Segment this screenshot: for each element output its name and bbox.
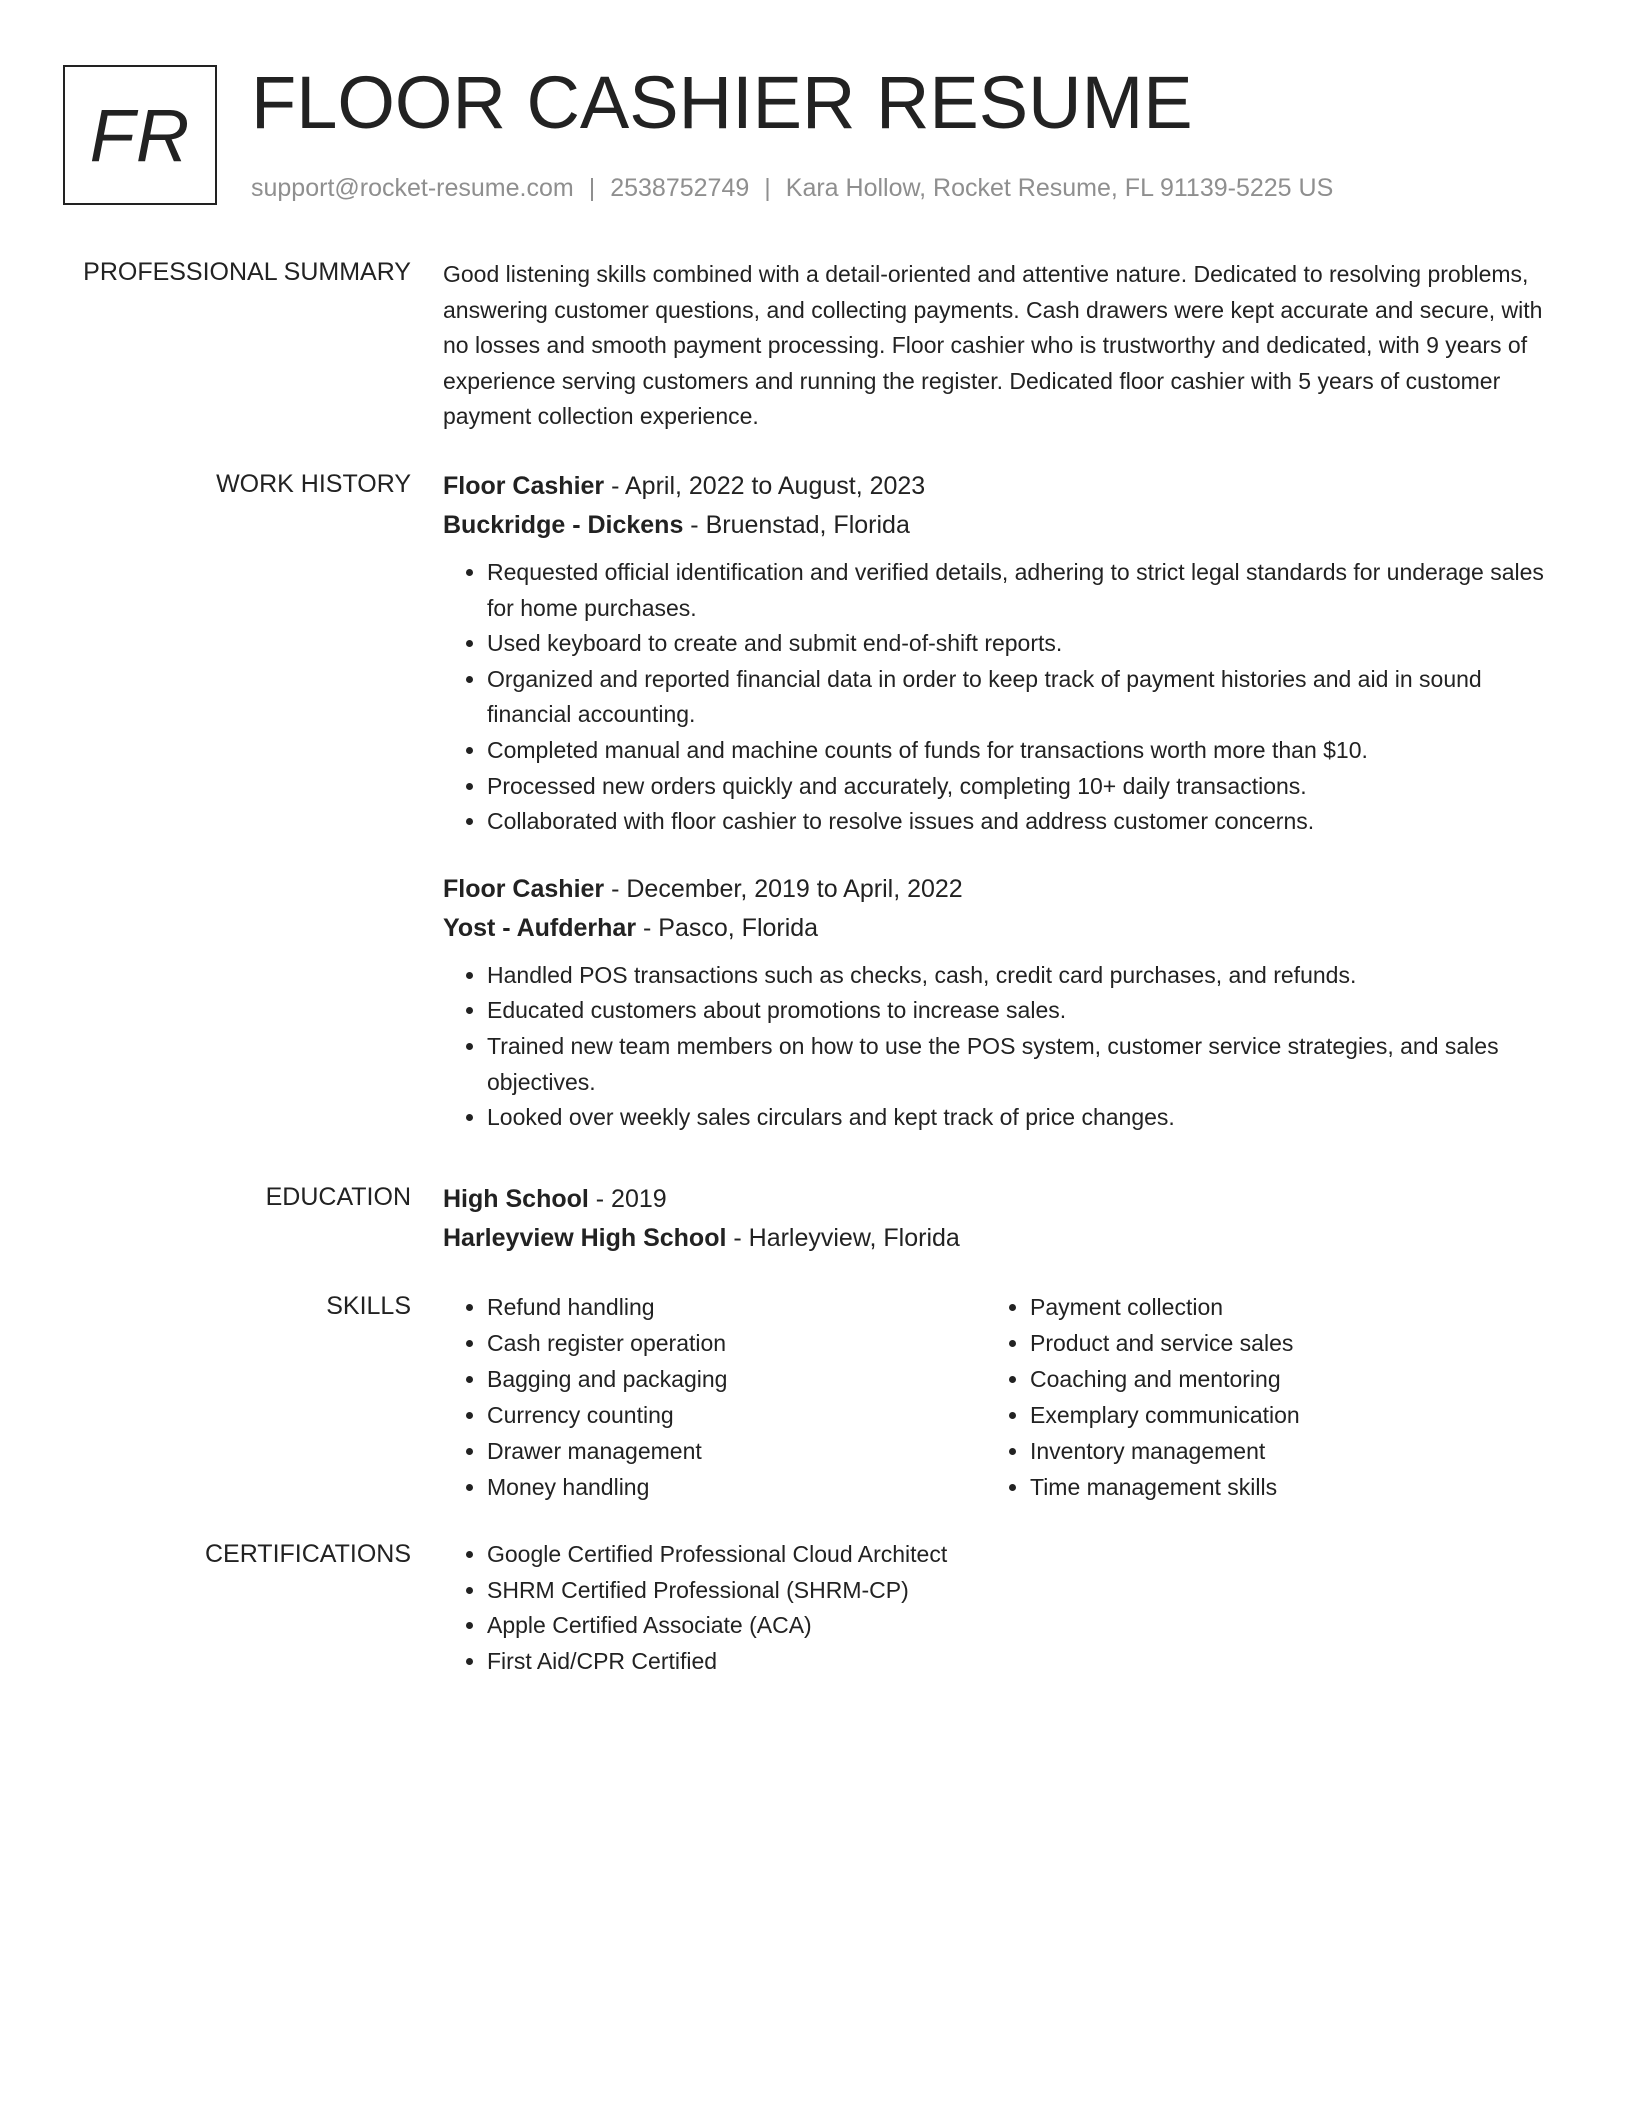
education-location: - Harleyview, Florida [726, 1224, 960, 1252]
list-item: • Apple Certified Associate (ACA) [487, 1608, 1558, 1644]
section-label-work-history: WORK HISTORY [216, 470, 411, 498]
contact-address: Kara Hollow, Rocket Resume, FL 91139-5225 US [785, 174, 1334, 202]
job-company: Buckridge - Dickens [443, 511, 684, 539]
contact-separator: | [764, 174, 771, 202]
list-item: • Organized and reported financial data in order to keep track of payment histories and aid in sound financial accounting. [487, 662, 1558, 733]
job-entry [443, 870, 1558, 1136]
list-item: • Product and service sales [1030, 1325, 1530, 1361]
monogram-text: FR [89, 93, 191, 177]
list-item: • Drawer management [487, 1433, 987, 1469]
contact-separator: | [588, 174, 596, 202]
list-item: • Exemplary communication [1030, 1397, 1530, 1433]
summary-body [443, 257, 1558, 435]
skills-list-right [986, 1289, 1530, 1505]
list-item: • Refund handling [487, 1289, 987, 1325]
resume-title: FLOOR CASHIER RESUME [251, 61, 1193, 144]
job-company: Yost - Aufderhar [443, 913, 637, 942]
list-item: • Collaborated with floor cashier to resolve issues and address customer concerns. [487, 804, 1558, 840]
list-item: • First Aid/CPR Certified [487, 1644, 1558, 1680]
job-dates: - April, 2022 to August, 2023 [604, 472, 926, 500]
list-item: • Used keyboard to create and submit end-of-shift reports. [487, 626, 1558, 662]
list-item: • Coaching and mentoring [1030, 1361, 1530, 1397]
job-title-line [443, 467, 1558, 506]
job-title: Floor Cashier [443, 472, 605, 500]
skills-list-left [443, 1289, 987, 1505]
job-company-line [443, 909, 1558, 948]
contact-email[interactable]: support@rocket-resume.com [251, 174, 574, 202]
education-degree: High School [443, 1185, 589, 1213]
list-item: • Looked over weekly sales circulars and kept track of price changes. [487, 1100, 1558, 1136]
list-item: • Requested official identification and verified details, adhering to strict legal standards for underage sales for home purchases. [487, 555, 1558, 626]
list-item: • Money handling [487, 1469, 987, 1505]
education-body [443, 1180, 1558, 1258]
list-item: • Processed new orders quickly and accurately, completing 10+ daily transactions. [487, 769, 1558, 805]
job-bullet-list [443, 555, 1558, 840]
contact-phone[interactable]: 2538752749 [610, 174, 750, 202]
section-label-skills: SKILLS [326, 1292, 411, 1320]
education-school: Harleyview High School [443, 1224, 727, 1252]
list-item: • Educated customers about promotions to increase sales. [487, 993, 1558, 1029]
section-label-certifications: CERTIFICATIONS [204, 1540, 411, 1568]
section-label-summary: PROFESSIONAL SUMMARY [83, 258, 411, 286]
list-item: • Payment collection [1030, 1289, 1530, 1325]
work-history-body [443, 467, 1558, 1136]
list-item: • Handled POS transactions such as checks, cash, credit card purchases, and refunds. [487, 958, 1558, 994]
list-item: • Trained new team members on how to use the POS system, customer service strategies, and sales objectives. [487, 1029, 1558, 1100]
list-item: • Time management skills [1030, 1469, 1530, 1505]
certifications-list [443, 1537, 1558, 1679]
job-location: - Bruenstad, Florida [683, 511, 910, 539]
education-school-line [443, 1219, 1558, 1258]
education-year: - 2019 [588, 1185, 667, 1213]
skills-body [443, 1289, 1558, 1505]
job-bullet-list [443, 958, 1558, 1136]
job-location: - Pasco, Florida [636, 913, 819, 942]
certifications-body [443, 1537, 1558, 1679]
list-item: • Inventory management [1030, 1433, 1530, 1469]
skills-columns [443, 1289, 1558, 1505]
list-item: • Google Certified Professional Cloud Architect [487, 1537, 1558, 1573]
contact-line [251, 172, 1333, 204]
job-title: Floor Cashier [443, 874, 605, 903]
list-item: • SHRM Certified Professional (SHRM-CP) [487, 1573, 1558, 1609]
job-title-line [443, 870, 1558, 909]
section-label-education: EDUCATION [265, 1183, 411, 1211]
list-item: • Cash register operation [487, 1325, 987, 1361]
list-item: • Completed manual and machine counts of funds for transactions worth more than $10. [487, 733, 1558, 769]
list-item: • Currency counting [487, 1397, 987, 1433]
summary-text: Good listening skills combined with a detail-oriented and attentive nature. Dedicated to resolving problems, answering customer questions, and collecting payments. Cash drawers were kept accurate and secure, with no losses and smooth payment processing. Floor cashier who is trustworthy and dedicated, with 9 years of experience serving customers and running the register. Dedicated floor cashier with 5 years of customer payment collection experience. [443, 261, 1543, 430]
monogram-box [63, 65, 217, 205]
job-company-line [443, 506, 1558, 545]
job-entry [443, 467, 1558, 840]
list-item: • Bagging and packaging [487, 1361, 987, 1397]
job-dates: - December, 2019 to April, 2022 [604, 874, 963, 903]
education-degree-line [443, 1180, 1558, 1219]
